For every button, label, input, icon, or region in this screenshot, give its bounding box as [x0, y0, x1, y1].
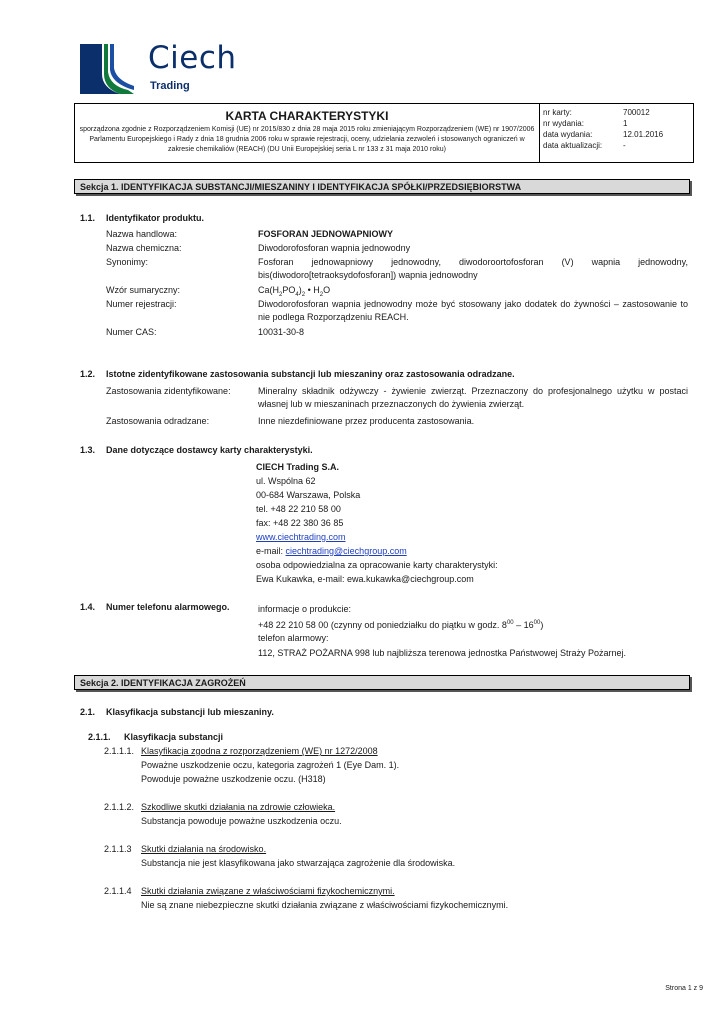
- item-number: 2.1.1.4: [104, 886, 132, 896]
- value-formula: $Ca(H_2PO_4)_2$ • $H_2O$: [258, 285, 331, 298]
- heading-supplier: Dane dotyczące dostawcy karty charakterystyki.: [106, 445, 313, 455]
- item-number: 2.1.1.1.: [104, 746, 135, 756]
- ciech-logo-icon: [80, 44, 134, 94]
- heading-substance-classification: Klasyfikacja substancji: [124, 732, 224, 742]
- heading-emergency-phone: Numer telefonu alarmowego.: [106, 602, 230, 612]
- emergency-alarm-numbers: 112, STRAŻ POŻARNA 998 lub najbliższa terenowa jednostka Państwowej Straży Pożarnej.: [258, 648, 627, 658]
- emergency-info-phone: +48 22 210 58 00 (czynny od poniedziałku do piątku w godz. $8^{00} - 16^{00}$): [258, 620, 544, 630]
- supplier-email-link[interactable]: ciechtrading@ciechgroup.com: [285, 546, 407, 556]
- item-title: Skutki działania związane z właściwościami fizykochemicznymi.: [141, 886, 395, 896]
- meta-key: data wydania:: [543, 130, 593, 139]
- heading-number: 2.1.1.: [88, 732, 111, 742]
- emergency-alarm-label: telefon alarmowy:: [258, 633, 329, 643]
- item-title: Szkodliwe skutki działania na zdrowie człowieka.: [141, 802, 336, 812]
- meta-value: -: [623, 141, 626, 150]
- label-chemical-name: Nazwa chemiczna:: [106, 243, 182, 253]
- supplier-name: CIECH Trading S.A.: [256, 462, 340, 472]
- value-trade-name: FOSFORAN JEDNOWAPNIOWY: [258, 229, 394, 239]
- heading-number: 1.1.: [80, 213, 96, 223]
- document-header: [74, 103, 694, 163]
- supplier-fax: fax: +48 22 380 36 85: [256, 518, 344, 528]
- item-text: Substancja powoduje poważne uszkodzenia oczu.: [141, 816, 342, 826]
- email-label: e-mail:: [256, 546, 286, 556]
- label-advised-against: Zastosowania odradzane:: [106, 416, 210, 426]
- label-trade-name: Nazwa handlowa:: [106, 229, 178, 239]
- document-title: KARTA CHARAKTERYSTYKI: [225, 109, 389, 123]
- meta-key: data aktualizacji:: [543, 141, 603, 150]
- responsible-person: Ewa Kukawka, e-mail: ewa.kukawka@ciechgroup.com: [256, 574, 474, 584]
- meta-key: nr wydania:: [543, 119, 584, 128]
- label-cas-number: Numer CAS:: [106, 327, 157, 337]
- item-text: Poważne uszkodzenie oczu, kategoria zagrożeń 1 (Eye Dam. 1).: [141, 760, 400, 770]
- meta-key: nr karty:: [543, 108, 572, 117]
- heading-number: 1.2.: [80, 369, 96, 379]
- meta-value: 12.01.2016: [623, 130, 664, 139]
- meta-value: 1: [623, 119, 628, 128]
- heading-classification: Klasyfikacja substancji lub mieszaniny.: [106, 707, 274, 717]
- heading-number: 1.4.: [80, 602, 96, 612]
- heading-number: 1.3.: [80, 445, 96, 455]
- value-cas-number: 10031-30-8: [258, 327, 305, 337]
- item-text: Powoduje poważne uszkodzenie oczu. (H318): [141, 774, 326, 784]
- brand-sub: Trading: [150, 80, 190, 92]
- value-identified-uses: Mineralny składnik odżywczy - żywienie zwierząt. Przeznaczony do profesjonalnego użytku w postaci własnej lub w mieszaninach przeznaczonych do żywienia zwierząt.: [258, 386, 688, 409]
- section-1-header: Sekcja 1. IDENTYFIKACJA SUBSTANCJI/MIESZANINY I IDENTYFIKACJA SPÓŁKI/PRZEDSIĘBIORSTWA: [74, 179, 690, 194]
- value-registration-number: Diwodorofosforan wapnia jednowodny może być stosowany jako dodatek do żywności – zastosowanie to nie podlega Rozporządzeniu REACH.: [258, 299, 688, 322]
- emergency-info-label: informacje o produkcie:: [258, 604, 352, 614]
- value-chemical-name: Diwodorofosforan wapnia jednowodny: [258, 243, 411, 253]
- heading-product-identifier: Identyfikator produktu.: [106, 213, 205, 223]
- meta-value: 700012: [623, 108, 650, 117]
- item-number: 2.1.1.2.: [104, 802, 135, 812]
- item-text: Nie są znane niebezpieczne skutki działania związane z właściwościami fizykochemicznymi.: [141, 900, 509, 910]
- heading-number: 2.1.: [80, 707, 96, 717]
- value-synonyms: Fosforan jednowapniowy jednowodny, diwodoroortofosforan (V) wapnia jednowodny, bis(diwodoro[tetraoksydofosforan]) wapnia jednowodny: [258, 257, 688, 280]
- section-2-header: Sekcja 2. IDENTYFIKACJA ZAGROŻEŃ: [74, 675, 690, 690]
- supplier-email-row: [256, 545, 407, 558]
- supplier-phone: tel. +48 22 210 58 00: [256, 504, 341, 514]
- responsible-person-label: osoba odpowiedzialna za opracowanie karty charakterystyki:: [256, 560, 498, 570]
- brand-name: Ciech: [148, 40, 237, 76]
- heading-uses: Istotne zidentyfikowane zastosowania substancji lub mieszaniny oraz zastosowania odradzane.: [106, 369, 515, 379]
- document-subtitle: sporządzona zgodnie z Rozporządzeniem Komisji (UE) nr 2015/830 z dnia 28 maja 2015 roku zmieniającym Rozporządzeniem (WE) nr 1907/2006 Parlamentu Europejskiego i Rady z dnia 18 grudnia 2006 roku w sprawie rejestracji, oceny, udzielania zezwoleń i stosowanych ograniczeń w zakresie chemikaliów (REACH) (DU Unii Europejskiej seria L nr 133 z 31 maja 2010 roku): [79, 126, 535, 153]
- label-formula: Wzór sumaryczny:: [106, 285, 181, 295]
- item-number: 2.1.1.3: [104, 844, 132, 854]
- label-synonyms: Synonimy:: [106, 257, 149, 267]
- supplier-city: 00-684 Warszawa, Polska: [256, 490, 361, 500]
- item-text: Substancja nie jest klasyfikowana jako stwarzająca zagrożenie dla środowiska.: [141, 858, 456, 868]
- document-meta: [543, 107, 693, 151]
- page-number: Strona 1 z 9: [665, 985, 703, 992]
- supplier-website-link[interactable]: www.ciechtrading.com: [256, 532, 346, 542]
- label-registration-number: Numer rejestracji:: [106, 299, 177, 309]
- item-title: Skutki działania na środowisko.: [141, 844, 267, 854]
- label-identified-uses: Zastosowania zidentyfikowane:: [106, 386, 231, 396]
- item-title: Klasyfikacja zgodna z rozporządzeniem (WE) nr 1272/2008: [141, 746, 378, 756]
- value-advised-against: Inne niezdefiniowane przez producenta zastosowania.: [258, 416, 475, 426]
- supplier-street: ul. Wspólna 62: [256, 476, 316, 486]
